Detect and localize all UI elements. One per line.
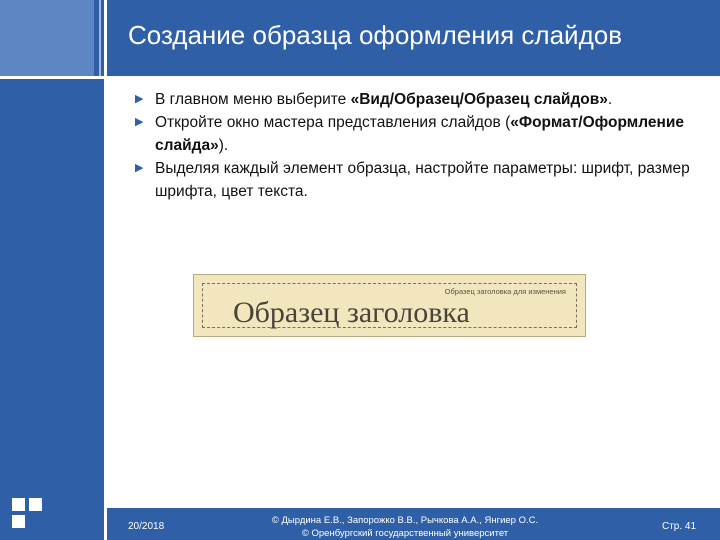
triangle-right-icon: ▶: [135, 116, 144, 128]
bullet-2-bold: «Формат/Оформление слайда»: [155, 114, 684, 154]
triangle-right-icon: ▶: [135, 93, 144, 105]
sample-title-placeholder[interactable]: [193, 274, 586, 337]
sidebar-top-block: [0, 0, 94, 76]
sample-title-text: Образец заголовка: [233, 296, 470, 329]
bullet-1-suffix: .: [607, 91, 613, 108]
sidebar-divider: [104, 0, 107, 540]
triangle-right-icon: ▶: [135, 162, 144, 174]
bullet-2-suffix: ).: [218, 137, 229, 154]
slide-title: Создание образца оформления слайдов: [128, 20, 623, 50]
bullet-item-3: [131, 157, 706, 203]
sidebar-divider-top: [99, 0, 101, 76]
footer-credit-line-1: © Дырдина Е.В., Запорожко В.В., Рычкова А.А., Янгиер О.С.: [271, 515, 539, 526]
footer-page-number: Стр. 41: [662, 521, 697, 532]
bullet-list: [131, 88, 706, 203]
bullet-item-2: [131, 111, 706, 157]
bullet-1-text: В главном меню выберите: [155, 91, 351, 108]
bullet-item-1: [131, 88, 706, 111]
footer-credit-line-2: © Оренбургский государственный университет: [301, 528, 509, 539]
bullet-1-bold: «Вид/Образец/Образец слайдов»: [350, 91, 608, 108]
logo-square-icon: [12, 498, 25, 511]
footer-date: 20/2018: [128, 521, 165, 532]
header-underline: [0, 76, 720, 79]
left-sidebar-panel: [0, 0, 104, 540]
bullet-2-text: Откройте окно мастера представления слайдов (: [155, 114, 511, 131]
footer-credits: [210, 514, 600, 540]
sample-title-frame: [202, 283, 577, 328]
bullet-3-text: Выделяя каждый элемент образца, настройте параметры: шрифт, размер шрифта, цвет текста.: [155, 160, 690, 200]
logo-square-icon: [12, 515, 25, 528]
sample-hint-text: Образец заголовка для изменения: [444, 287, 566, 296]
logo-square-icon: [29, 498, 42, 511]
